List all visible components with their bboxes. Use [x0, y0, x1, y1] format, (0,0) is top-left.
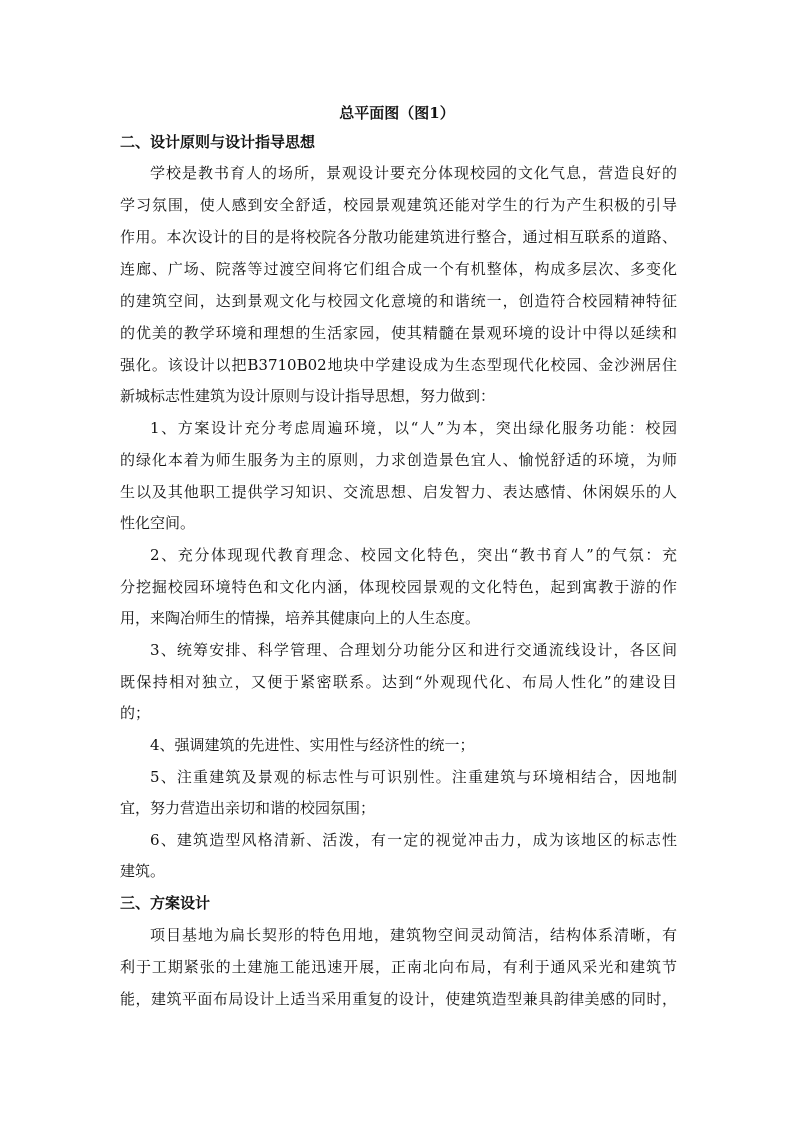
paragraph-line: 的优美的教学环境和理想的生活家园，使其精髓在景观环境的设计中得以延续和: [120, 324, 677, 342]
paragraph-line: 4、强调建筑的先进性、实用性与经济性的统一；: [150, 736, 475, 754]
section-heading-design-principles: 二、设计原则与设计指导思想: [120, 133, 316, 151]
paragraph-line: 连廊、广场、院落等过渡空间将它们组合成一个有机整体，构成多层次、多变化: [120, 260, 677, 278]
paragraph-line: 生以及其他职工提供学习知识、交流思想、启发智力、表达感情、休闲娱乐的人: [120, 483, 677, 501]
paragraph-line: 宜，努力营造出亲切和谐的校园氛围；: [120, 799, 376, 817]
paragraph-line: 5、注重建筑及景观的标志性与可识别性。注重建筑与环境相结合，因地制: [150, 768, 677, 786]
paragraph-line: 的绿化本着为师生服务为主的原则，力求创造景色宜人、愉悦舒适的环境，为师: [120, 451, 677, 469]
paragraph-line: 项目基地为扁长契形的特色用地，建筑物空间灵动简洁，结构体系清晰，有: [150, 926, 677, 944]
paragraph-line: 6、建筑造型风格清新、活泼，有一定的视觉冲击力，成为该地区的标志性: [150, 831, 677, 849]
figure-caption: 总平面图（图1）: [339, 104, 455, 122]
section-heading-scheme-design: 三、方案设计: [120, 894, 211, 912]
paragraph-line: 建筑。: [120, 862, 166, 880]
paragraph-line: 性化空间。: [120, 514, 196, 532]
paragraph-line: 强化。该设计以把B3710B02地块中学建设成为生态型现代化校园、金沙洲居住: [120, 356, 677, 374]
paragraph-line: 的；: [120, 704, 151, 722]
paragraph-line: 的建筑空间，达到景观文化与校园文化意境的和谐统一，创造符合校园精神特征: [120, 292, 677, 310]
paragraph-line: 新城标志性建筑为设计原则与设计指导思想，努力做到：: [120, 387, 496, 405]
paragraph-line: 分挖掘校园环境特色和文化内涵，体现校园景观的文化特色，起到寓教于游的作: [120, 578, 677, 596]
paragraph-line: 3、统筹安排、科学管理、合理划分功能分区和进行交通流线设计，各区间: [150, 641, 677, 659]
paragraph-line: 2、充分体现现代教育理念、校园文化特色，突出“教书育人”的气氛：充: [150, 546, 677, 564]
paragraph-line: 利于工期紧张的土建施工能迅速开展，正南北向布局，有利于通风采光和建筑节: [120, 958, 677, 976]
paragraph-line: 作用。本次设计的目的是将校院各分散功能建筑进行整合，通过相互联系的道路、: [120, 228, 677, 246]
paragraph-line: 既保持相对独立，又便于紧密联系。达到“外观现代化、布局人性化”的建设目: [120, 673, 677, 691]
paragraph-line: 1、方案设计充分考虑周遍环境，以“人”为本，突出绿化服务功能：校园: [150, 419, 677, 437]
paragraph-line: 用，来陶冶师生的情操，培养其健康向上的人生态度。: [120, 609, 481, 627]
paragraph-line: 学校是教书育人的场所，景观设计要充分体现校园的文化气息，营造良好的: [150, 164, 677, 182]
paragraph-line: 学习氛围，使人感到安全舒适，校园景观建筑还能对学生的行为产生积极的引导: [120, 196, 677, 214]
paragraph-line: 能，建筑平面布局设计上适当采用重复的设计，使建筑造型兼具韵律美感的同时，: [120, 990, 677, 1008]
